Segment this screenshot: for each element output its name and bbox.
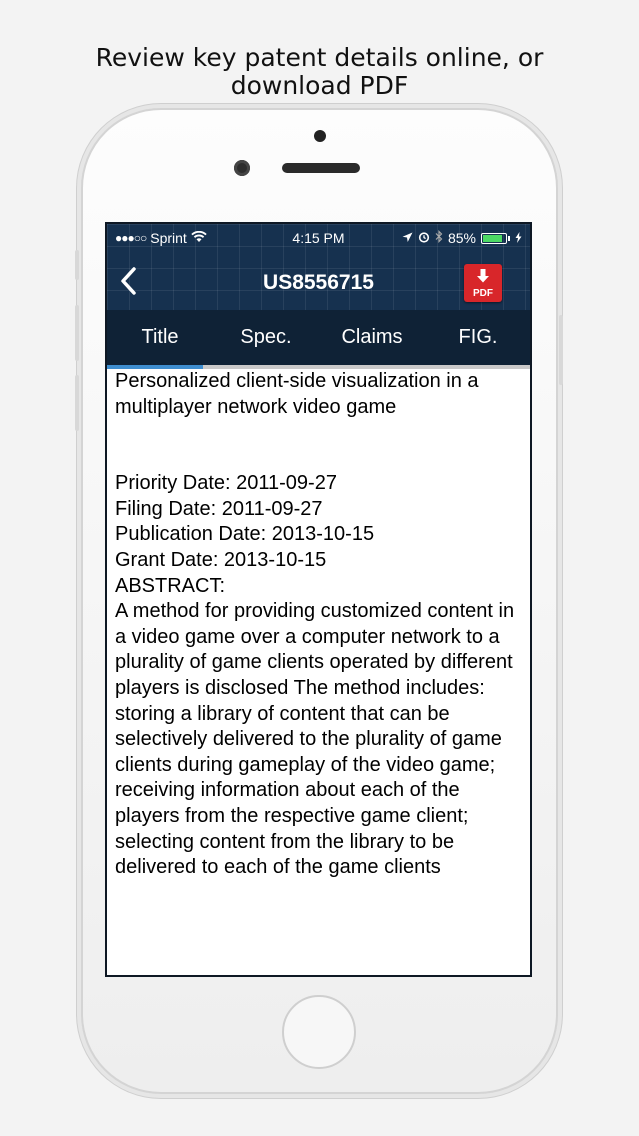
patent-dates bbox=[115, 471, 522, 573]
promo-caption bbox=[0, 44, 639, 100]
volume-down-button bbox=[75, 375, 79, 431]
wifi-icon bbox=[191, 230, 207, 246]
caption-line-2: download PDF bbox=[230, 71, 409, 100]
phone-screen bbox=[105, 222, 532, 977]
alarm-icon bbox=[418, 230, 430, 246]
tab-claims[interactable]: Claims bbox=[341, 326, 403, 348]
patent-title: Personalized client-side visualization in a multiplayer network video game bbox=[115, 370, 479, 418]
patent-number-title: US8556715 bbox=[263, 271, 374, 294]
filing-date: Filing Date: 2011-09-27 bbox=[115, 497, 323, 520]
grant-date: Grant Date: 2013-10-15 bbox=[115, 548, 327, 571]
carrier-name: Sprint bbox=[150, 230, 187, 246]
priority-date: Priority Date: 2011-09-27 bbox=[115, 472, 337, 495]
volume-up-button bbox=[75, 305, 79, 361]
patent-content[interactable] bbox=[107, 369, 530, 977]
publication-date: Publication Date: 2013-10-15 bbox=[115, 523, 375, 546]
status-bar bbox=[107, 230, 530, 250]
download-pdf-button[interactable] bbox=[464, 264, 502, 302]
section-tabs bbox=[107, 310, 530, 368]
charging-icon bbox=[515, 230, 522, 246]
abstract-heading: ABSTRACT: bbox=[115, 574, 226, 597]
battery-percent: 85% bbox=[447, 230, 476, 246]
caption-line-1: Review key patent details online, or bbox=[95, 43, 544, 72]
earpiece-speaker bbox=[282, 163, 360, 173]
tab-figures[interactable]: FIG. bbox=[458, 326, 498, 348]
bluetooth-icon bbox=[435, 230, 443, 246]
battery-icon bbox=[481, 233, 507, 244]
battery-level bbox=[483, 235, 502, 242]
proximity-sensor bbox=[314, 130, 326, 142]
signal-strength: ●●●○○ bbox=[115, 231, 147, 245]
tab-title[interactable]: Title bbox=[141, 326, 179, 348]
location-arrow-icon bbox=[402, 230, 413, 246]
home-button[interactable] bbox=[282, 995, 356, 1069]
front-camera bbox=[234, 160, 250, 176]
pdf-label: PDF bbox=[473, 288, 493, 299]
mute-switch bbox=[75, 250, 79, 280]
tab-spec[interactable]: Spec. bbox=[240, 326, 292, 348]
power-button bbox=[559, 315, 563, 385]
status-time: 4:15 PM bbox=[292, 230, 345, 246]
download-arrow-icon bbox=[476, 269, 490, 285]
battery-nub bbox=[508, 236, 510, 241]
abstract-text: A method for providing customized content in a video game over a computer network to a plurality of game clients operated by different players is disclosed The method includes: storing a library of content that can be selectively delivered to the plurality of game clients during gameplay of the video game; receiving information about each of the players from the respective game client; selecting content from the library to be delivered to each of the game clients bbox=[115, 600, 515, 879]
